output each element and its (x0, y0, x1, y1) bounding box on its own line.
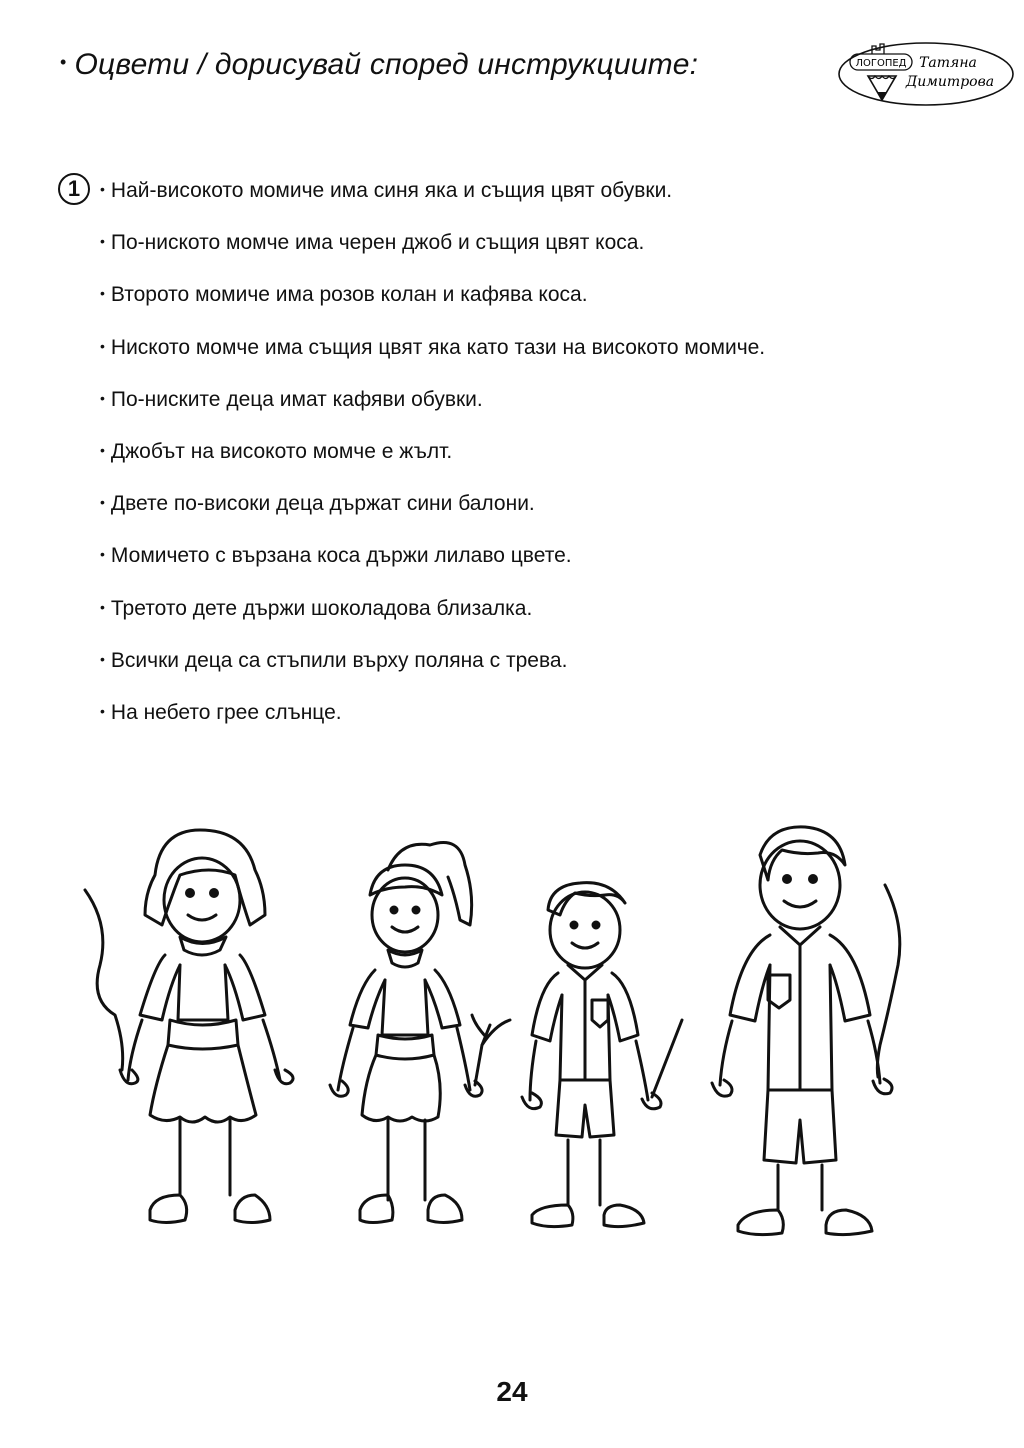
instruction-item: • Третото дете държи шоколадова близалка. (100, 596, 533, 620)
page-number: 24 (496, 1376, 528, 1407)
instruction-item: • Двете по-високи деца държат сини балони. (100, 492, 535, 516)
instruction-item: • Всички деца са стъпили върху поляна с трева. (100, 648, 568, 672)
title-text: Оцвети / дорисувай според инструкциите: (74, 48, 699, 81)
instruction-list (100, 174, 765, 748)
instruction-item: • Джобът на високото момче е жълт. (100, 439, 453, 463)
speech-therapist-logo (836, 40, 1016, 108)
logo-graphic (836, 40, 1016, 108)
instruction-item: • Най-високото момиче има синя яка и същия цвят обувки. (100, 179, 673, 202)
instruction-item: • По-ниските деца имат кафяви обувки. (100, 387, 483, 411)
instruction-item: • Ниското момче има същия цвят яка като тази на високото момиче. (100, 335, 766, 359)
title-bullet: • (60, 52, 67, 72)
worksheet-title (60, 48, 698, 82)
logo-line-2: Татяна (919, 55, 977, 71)
instruction-item: • Момичето с вързана коса държи лилаво цвете. (100, 544, 572, 568)
short-boy-figure (522, 883, 682, 1227)
logo-line-3: Димитрова (905, 74, 995, 90)
balloon-string-right (877, 885, 899, 1077)
tall-boy-figure (712, 827, 892, 1235)
instruction-item: • По-ниското момче има черен джоб и същия цвят коса. (100, 231, 645, 255)
children-coloring-illustration (70, 815, 940, 1270)
exercise-number-badge: 1 (58, 173, 90, 205)
instruction-item: • На небето грее слънце. (100, 700, 342, 724)
ponytail-girl-figure (330, 843, 510, 1223)
balloon-string-left (85, 890, 123, 1070)
tall-girl-figure (120, 830, 293, 1223)
logo-line-1: ЛОГОПЕД (855, 58, 907, 69)
instruction-item: • Второто момиче има розов колан и кафява коса. (100, 283, 588, 307)
